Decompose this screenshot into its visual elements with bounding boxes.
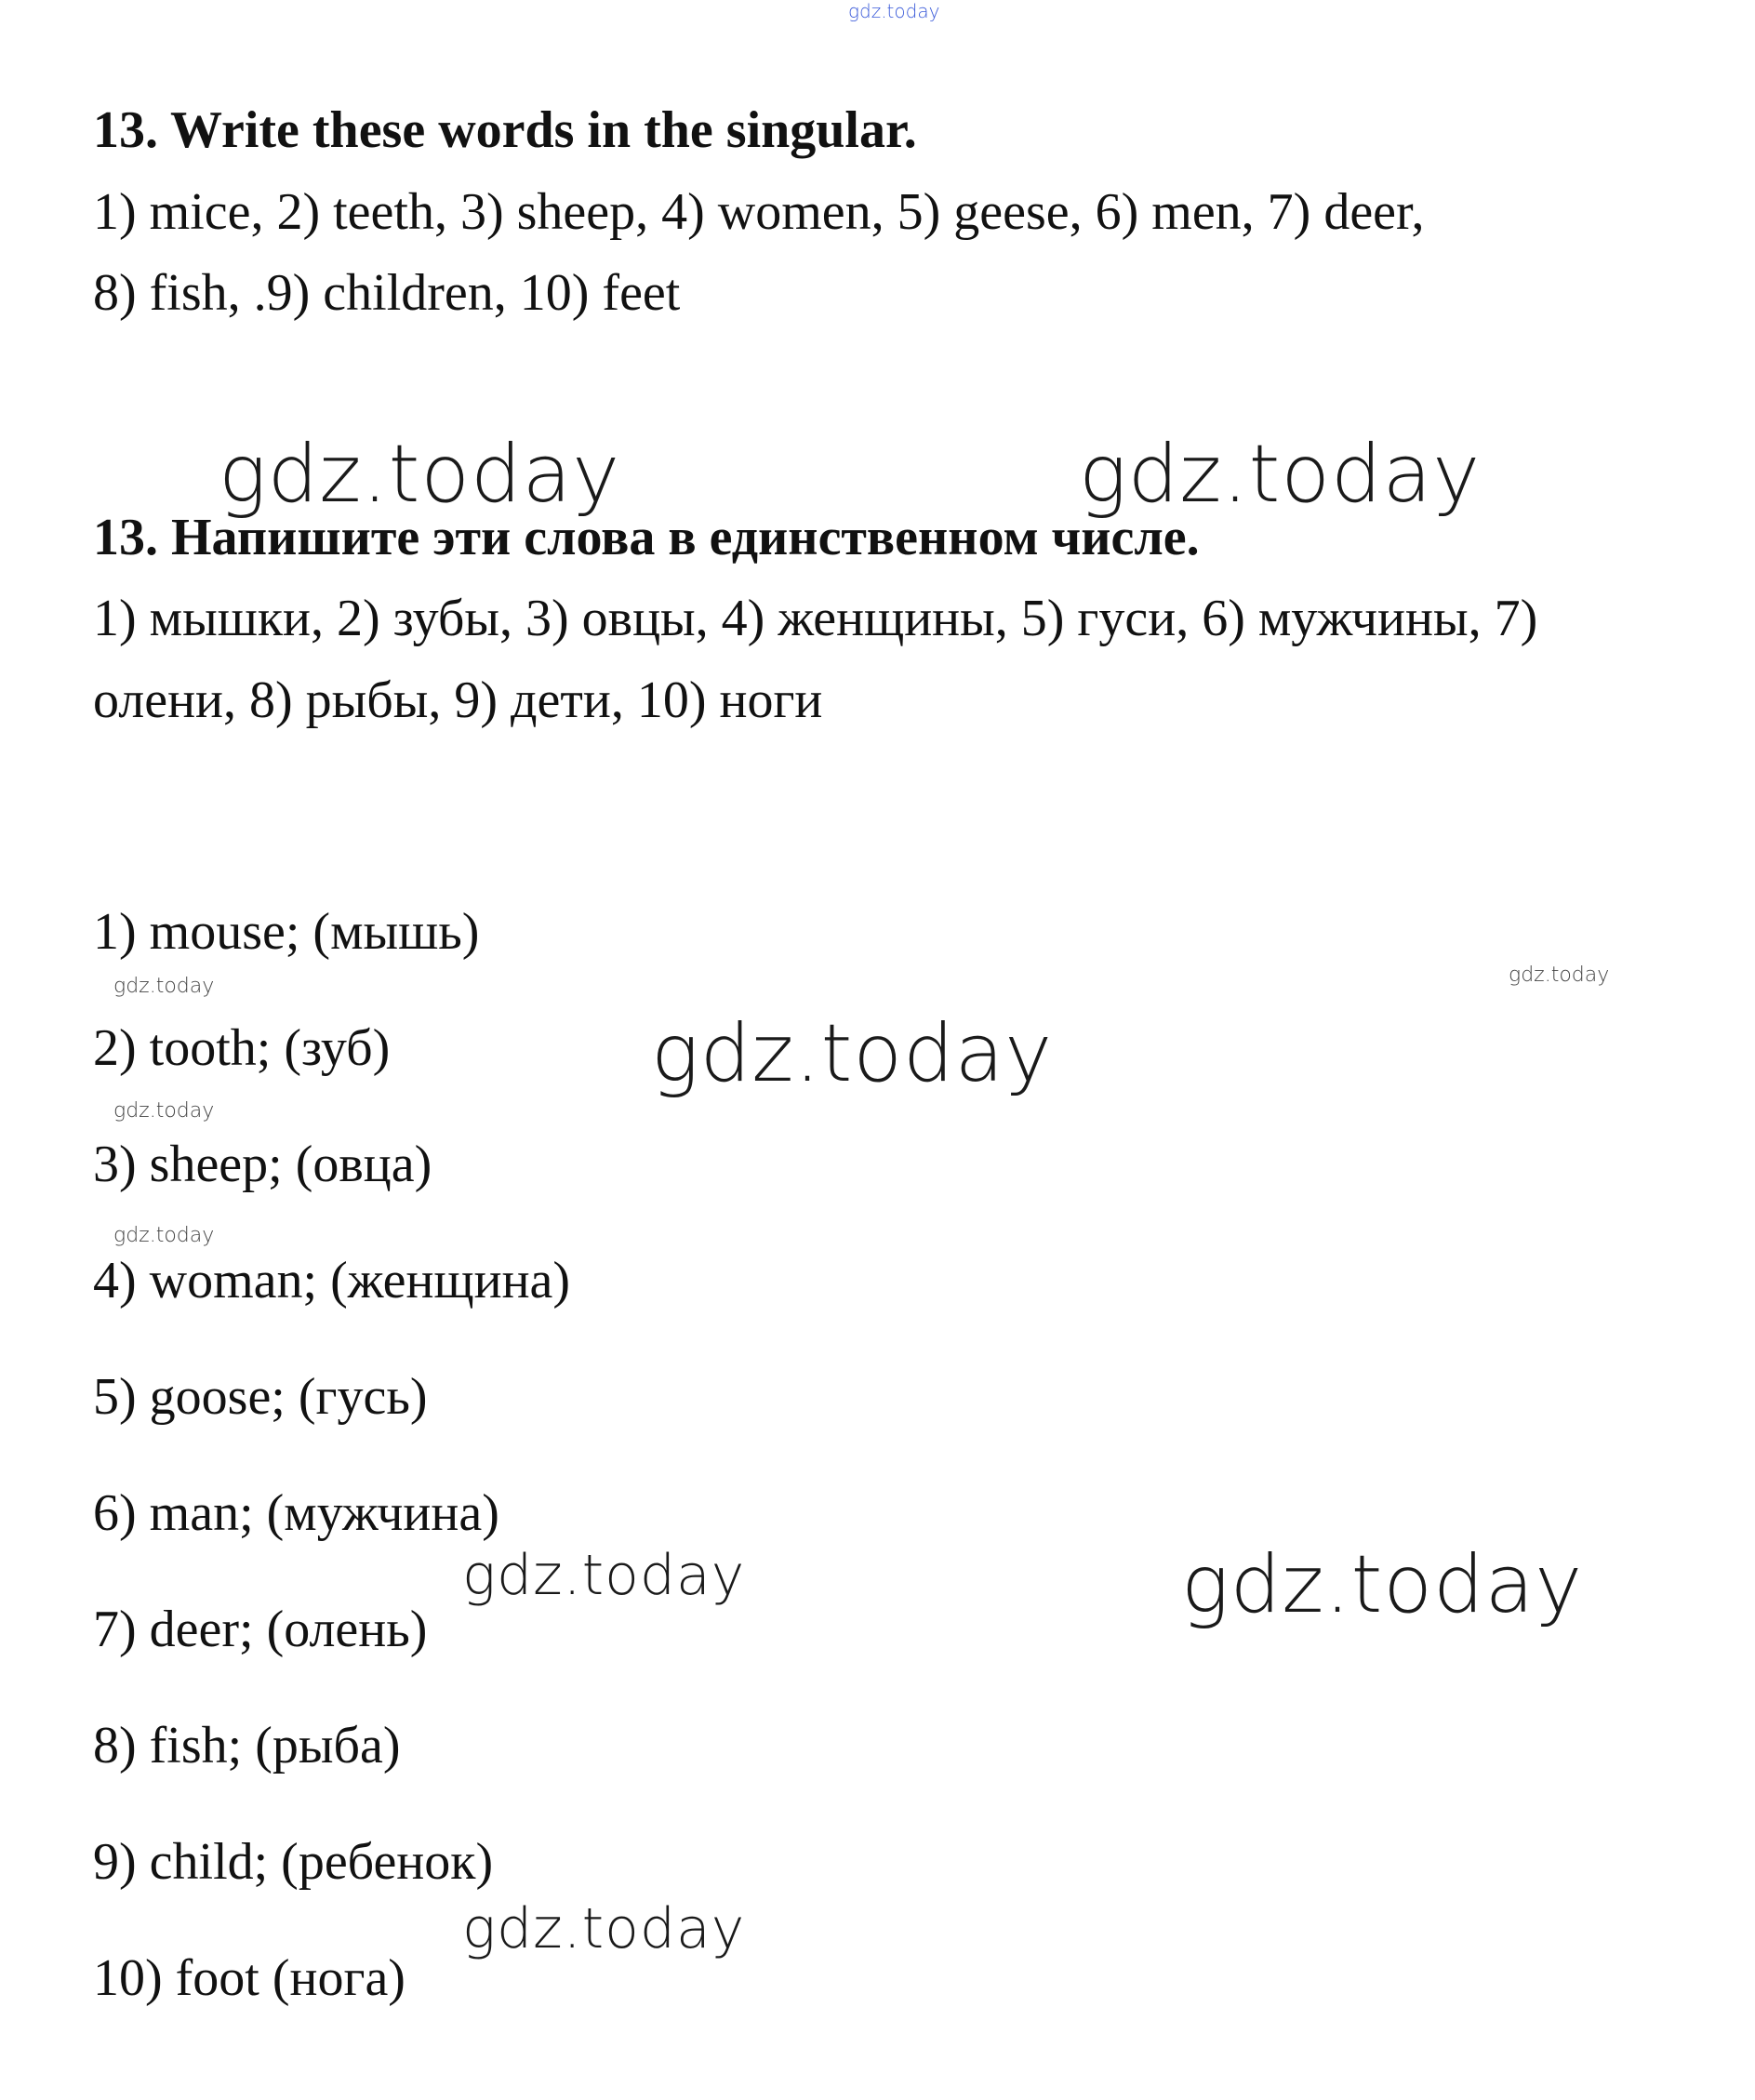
answer-item: 4) woman; (женщина) — [93, 1252, 571, 1309]
answer-item: 10) foot (нога) — [93, 1949, 406, 2007]
answer-item: 5) goose; (гусь) — [93, 1368, 428, 1426]
russian-task-line: олени, 8) рыбы, 9) дети, 10) ноги — [93, 671, 823, 729]
russian-task-heading: 13. Напишите эти слова в единственном числе. — [93, 509, 1200, 566]
watermark-small: gdz.today — [113, 1099, 215, 1123]
answer-item: 7) deer; (олень) — [93, 1601, 428, 1658]
english-task-line: 8) fish, .9) children, 10) feet — [93, 264, 681, 322]
watermark-medium: gdz.today — [462, 1896, 746, 1961]
watermark-medium: gdz.today — [462, 1543, 746, 1608]
watermark-top: gdz.today — [848, 0, 940, 22]
russian-task-line: 1) мышки, 2) зубы, 3) овцы, 4) женщины, 5) гуси, 6) мужчины, 7) — [93, 590, 1538, 647]
answer-item: 2) tooth; (зуб) — [93, 1019, 391, 1077]
watermark-large: gdz.today — [219, 428, 621, 521]
english-task-line: 1) mice, 2) teeth, 3) sheep, 4) women, 5) geese, 6) men, 7) deer, — [93, 183, 1425, 241]
answer-item: 1) mouse; (мышь) — [93, 903, 480, 961]
answer-item: 9) child; (ребенок) — [93, 1833, 494, 1891]
watermark-small: gdz.today — [113, 1224, 215, 1247]
watermark-large: gdz.today — [1079, 428, 1482, 521]
answer-item: 3) sheep; (овца) — [93, 1136, 432, 1193]
english-task-heading: 13. Write these words in the singular. — [93, 101, 917, 159]
answer-item: 8) fish; (рыба) — [93, 1717, 401, 1774]
answer-item: 6) man; (мужчина) — [93, 1484, 499, 1542]
watermark-large: gdz.today — [651, 1007, 1054, 1100]
watermark-small: gdz.today — [1509, 964, 1610, 987]
watermark-small: gdz.today — [113, 975, 215, 998]
watermark-large: gdz.today — [1181, 1538, 1584, 1631]
